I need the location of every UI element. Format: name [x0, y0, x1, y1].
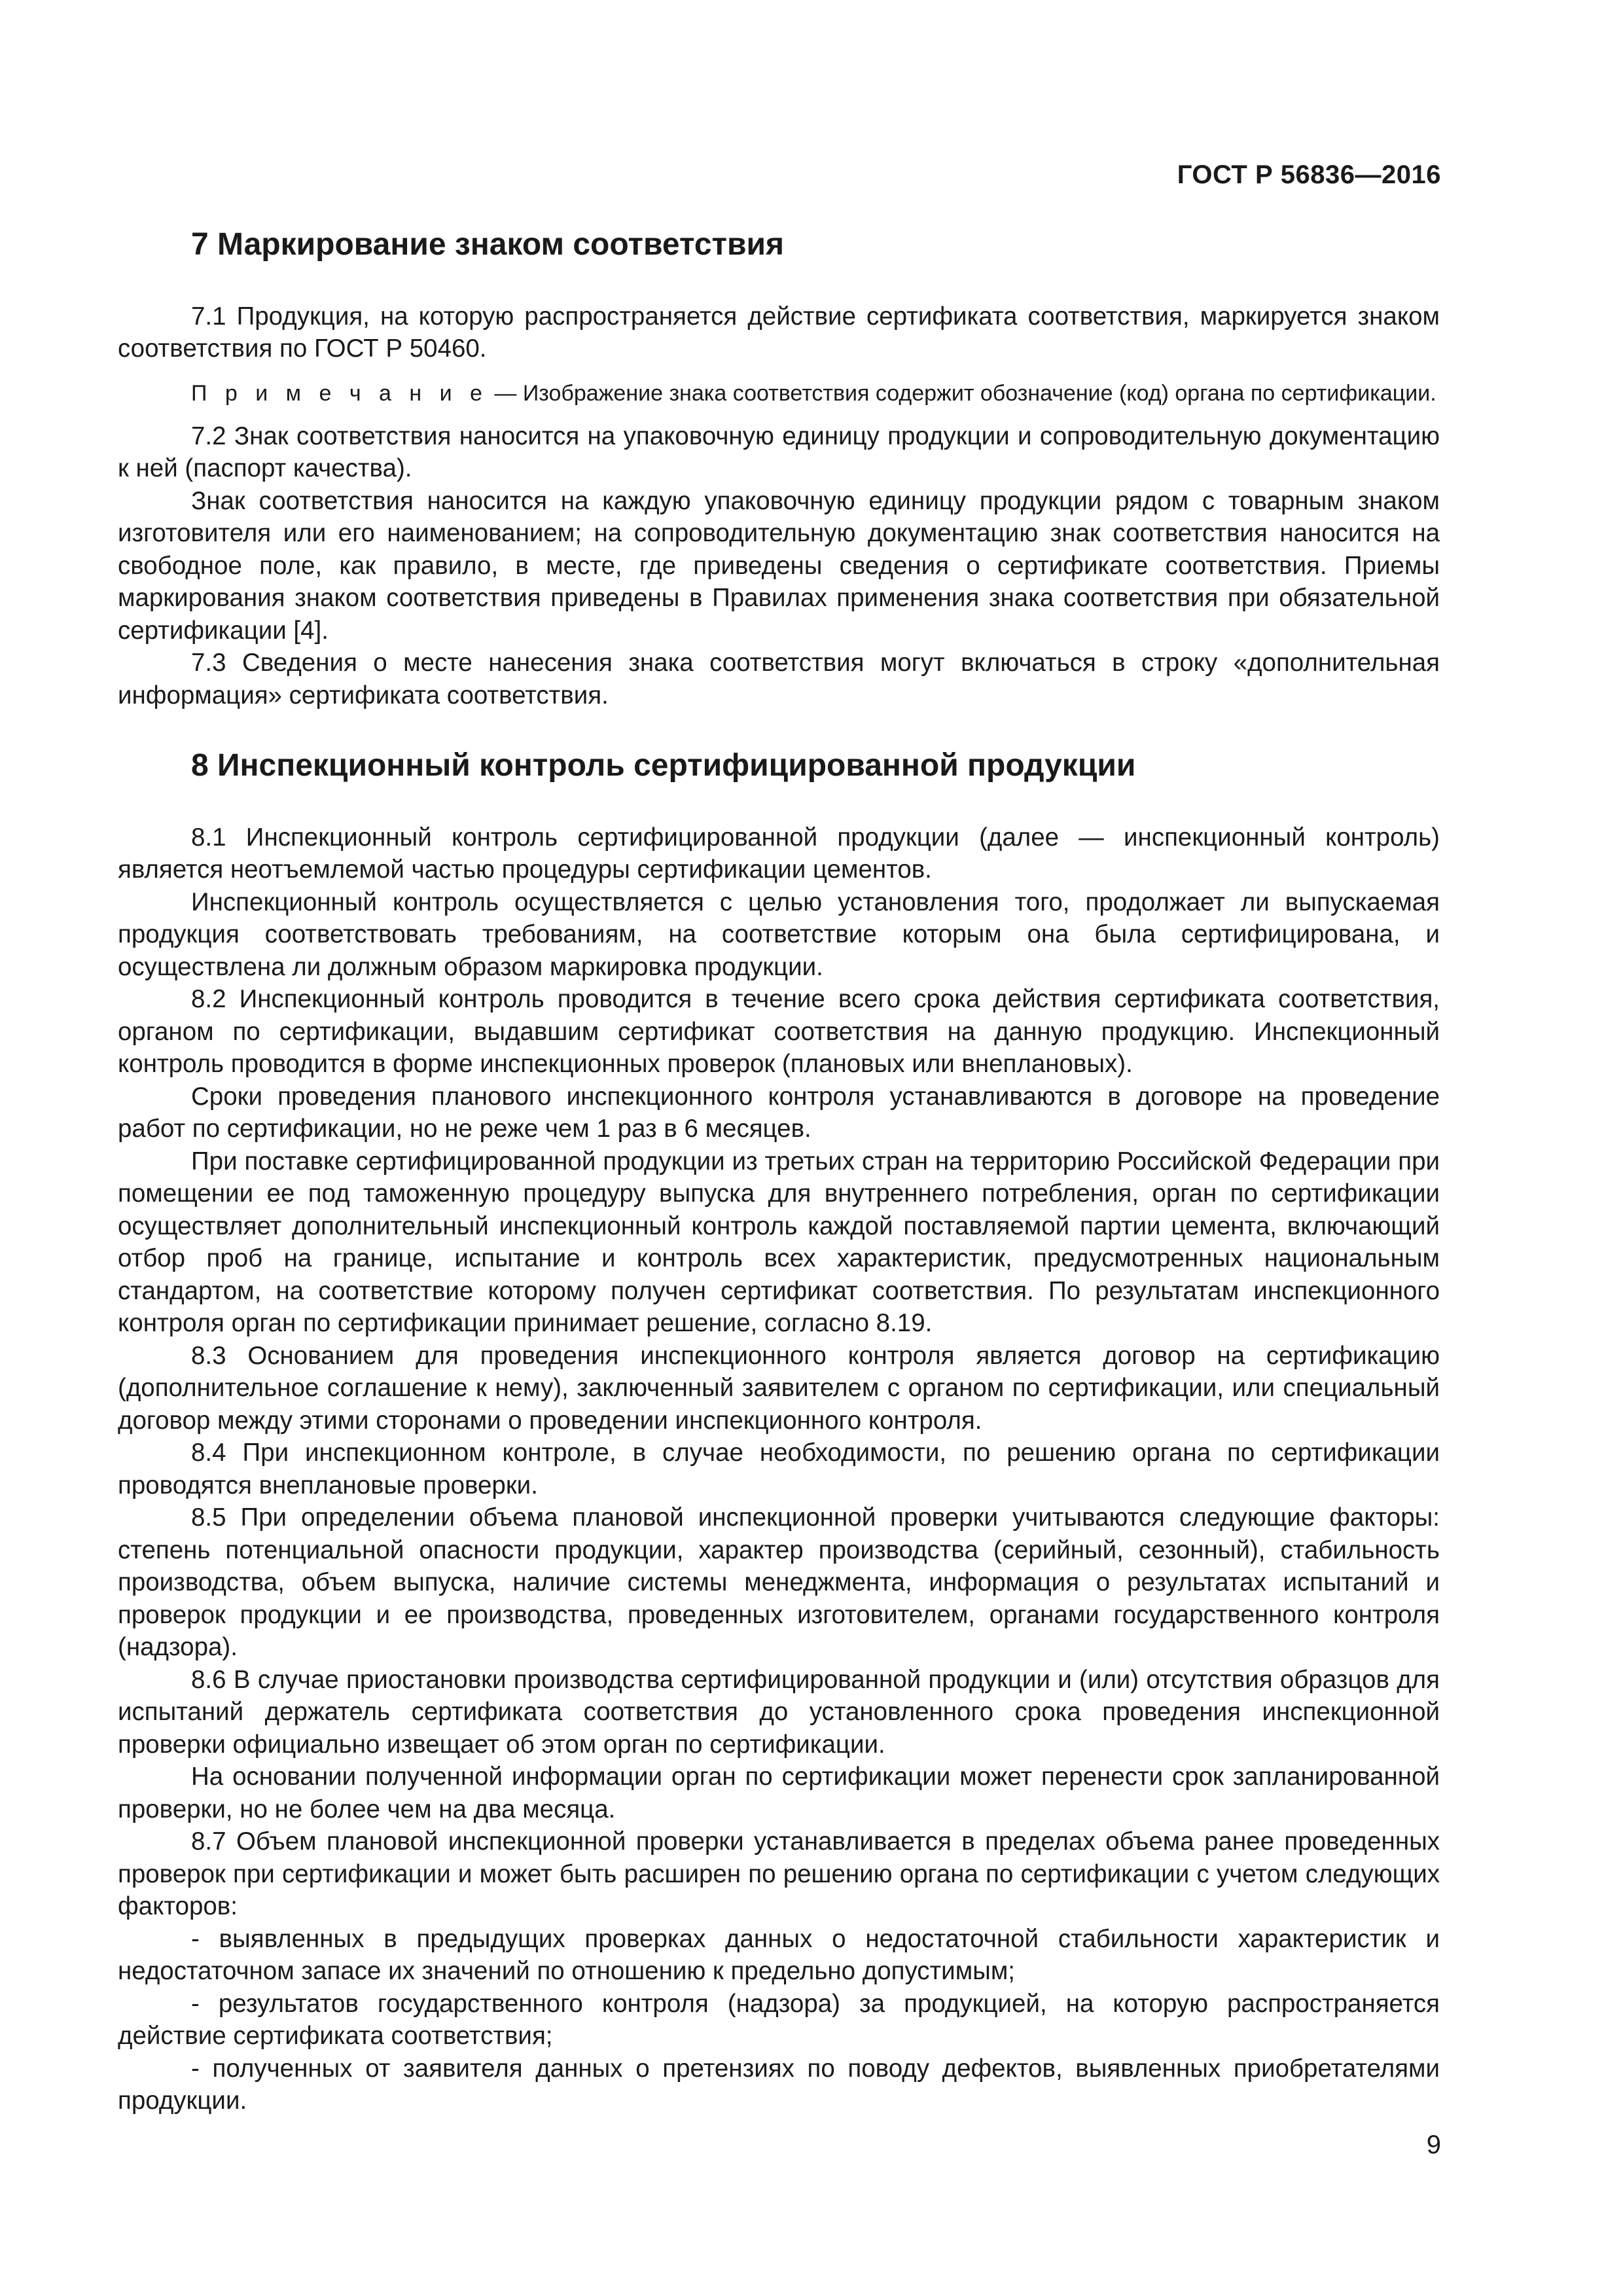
paragraph-8-4: 8.4 При инспекционном контроле, в случае необходимости, по решению органа по сертификации проводятся внеплановые проверки. — [118, 1439, 1440, 1499]
paragraph-8-6: 8.6 В случае приостановки производства сертифицированной продукции и (или) отсутствия образцов для испытаний держатель сертификата соответствия до установленного срока проведения инспекционной проверки официально извещает об этом орган по сертификации. — [118, 1665, 1440, 1759]
note-label: П р и м е ч а н и е — [191, 380, 488, 406]
list-item: - полученных от заявителя данных о претензиях по поводу дефектов, выявленных приобретателями продукции. — [118, 2054, 1440, 2115]
paragraph-7-1: 7.1 Продукция, на которую распространяется действие сертификата соответствия, маркируется знаком соответствия по ГОСТ Р 50460. — [118, 302, 1440, 363]
paragraph-8-2-terms: Сроки проведения планового инспекционного контроля устанавливаются в договоре на проведение работ по сертификации, но не реже чем 1 раз в 6 месяцев. — [118, 1082, 1440, 1143]
paragraph-8-2: 8.2 Инспекционный контроль проводится в течение всего срока действия сертификата соответствия, органом по сертификации, выдавшим сертификат соответствия на данную продукцию. Инспекционный контроль проводится в форме инспекционных проверок (плановых или внеплановых). — [118, 985, 1440, 1079]
section-7-title: 7 Маркирование знаком соответствия — [191, 227, 785, 262]
document-code-header: ГОСТ Р 56836—2016 — [1177, 160, 1441, 189]
paragraph-8-3: 8.3 Основанием для проведения инспекционного контроля является договор на сертификацию (дополнительное соглашение к нему), заключенный заявителем с органом по сертификации, или специальный договор между этими сторонами о проведении инспекционного контроля. — [118, 1341, 1440, 1435]
list-item: - выявленных в предыдущих проверках данных о недостаточной стабильности характеристик и недостаточном запасе их значений по отношению к предельно допустимым; — [118, 1924, 1440, 1986]
paragraph-7-2: 7.2 Знак соответствия наносится на упаковочную единицу продукции и сопроводительную документацию к ней (паспорт качества). — [118, 422, 1440, 483]
section-8-title: 8 Инспекционный контроль сертифицированной продукции — [191, 748, 1136, 783]
paragraph-7-2-cont: Знак соответствия наносится на каждую упаковочную единицу продукции рядом с товарным знаком изготовителя или его наименованием; на сопроводительную документацию знак соответствия наносится на свободное поле, как правило, в месте, где приведены сведения о сертификате соответствия. Приемы маркирования знаком соответствия приведены в Правилах применения знака соответствия при обязательной сертификации [4]. — [118, 486, 1440, 645]
note — [118, 378, 1440, 408]
list-item: - результатов государственного контроля (надзора) за продукцией, на которую распространяется действие сертификата соответствия; — [118, 1989, 1440, 2051]
paragraph-8-2-import: При поставке сертифицированной продукции из третьих стран на территорию Российской Федерации при помещении ее под таможенную процедуру выпуска для внутреннего потребления, орган по сертификации осуществляет дополнительный инспекционный контроль каждой поставляемой партии цемента, включающий отбор проб на границе, испытание и контроль всех характеристик, предусмотренных национальным стандартом, на соответствие которому получен сертификат соответствия. По результатам инспекционного контроля орган по сертификации принимает решение, согласно 8.19. — [118, 1147, 1440, 1338]
paragraph-8-7: 8.7 Объем плановой инспекционной проверки устанавливается в пределах объема ранее проведенных проверок при сертификации и может быть расширен по решению органа по сертификации с учетом следующих факторов: — [118, 1827, 1440, 1921]
page-number: 9 — [1426, 2130, 1441, 2159]
note-text: — Изображение знака соответствия содержит обозначение (код) органа по сертификации. — [488, 380, 1436, 406]
paragraph-7-3: 7.3 Сведения о месте нанесения знака соответствия могут включаться в строку «дополнительная информация» сертификата соответствия. — [118, 649, 1440, 709]
page-content — [118, 226, 1440, 2117]
paragraph-8-1: 8.1 Инспекционный контроль сертифицированной продукции (далее — инспекционный контроль) является неотъемлемой частью процедуры сертификации цементов. — [118, 823, 1440, 884]
paragraph-8-1-cont: Инспекционный контроль осуществляется с целью установления того, продолжает ли выпускаемая продукция соответствовать требованиям, на соответствие которым она была сертифицирована, и осуществлена ли должным образом маркировка продукции. — [118, 888, 1440, 981]
paragraph-8-5: 8.5 При определении объема плановой инспекционной проверки учитываются следующие факторы: степень потенциальной опасности продукции, характер производства (серийный, сезонный), стабильность производства, объем выпуска, наличие системы менеджмента, информация о результатах испытаний и проверок продукции и ее производства, проведенных изготовителем, органами государственного контроля (надзора). — [118, 1503, 1440, 1662]
paragraph-8-6-cont: На основании полученной информации орган по сертификации может перенести срок запланированной проверки, но не более чем на два месяца. — [118, 1763, 1440, 1823]
